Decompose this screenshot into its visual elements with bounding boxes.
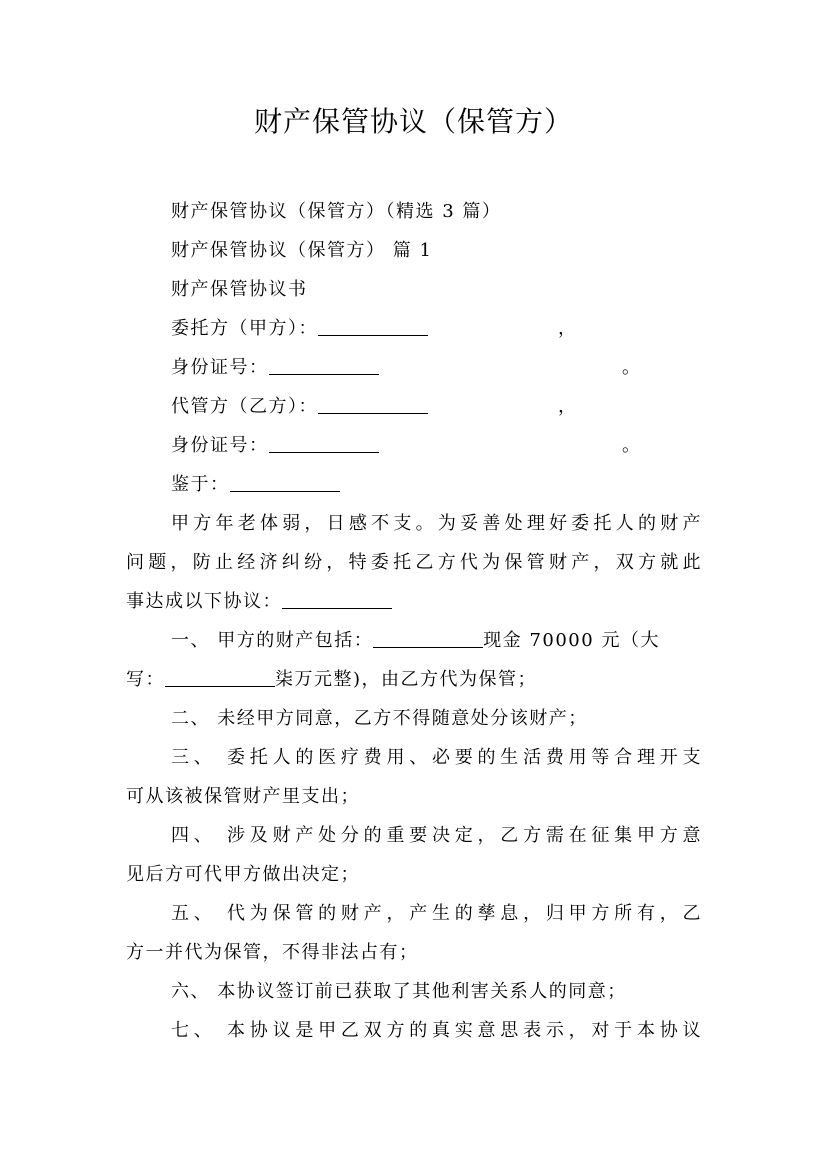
paragraph-1-line-2: 问题，防止经济纠纷，特委托乙方代为保管财产，双方就此 — [126, 552, 702, 573]
clause-1-tail: 柒万元整)，由乙方代为保管； — [275, 669, 538, 690]
clause-4-line-2: 见后方可代甲方做出决定； — [126, 864, 360, 885]
clause-1-line-1 — [126, 621, 702, 660]
paragraph-1-line-3-text: 事达成以下协议： — [126, 591, 282, 612]
id-a-blank — [269, 352, 379, 375]
property-blank — [373, 625, 483, 648]
clause-1-line-2 — [126, 660, 702, 699]
clause-4-line-1: 四、 涉及财产处分的重要决定，乙方需在征集甲方意 — [171, 825, 702, 846]
intro-line-1: 财产保管协议（保管方）（精选 3 篇） — [171, 201, 502, 222]
whereas-blank — [230, 469, 340, 492]
clause-6: 六、 本协议签订前已获取了其他利害关系人的同意； — [171, 981, 627, 1002]
intro-line-2: 财产保管协议（保管方） 篇 1 — [171, 240, 433, 261]
id-a-mark: 。 — [622, 357, 642, 378]
id-a-label: 身份证号： — [171, 357, 269, 378]
id-b-mark: 。 — [622, 435, 642, 456]
party-a-line — [126, 309, 702, 348]
clause-1-uppercase-label: 写： — [126, 669, 165, 690]
clause-3-line-2: 可从该被保管财产里支出； — [126, 786, 360, 807]
clause-5-line-1: 五、 代为保管的财产，产生的孳息，归甲方所有，乙 — [171, 903, 702, 924]
clause-3-line-1: 三、 委托人的医疗费用、必要的生活费用等合理开支 — [171, 747, 702, 768]
paragraph-1-line-3 — [126, 582, 702, 621]
id-b-line — [126, 426, 702, 465]
clause-7-line-1: 七、 本协议是甲乙双方的真实意思表示，对于本协议 — [171, 1020, 702, 1041]
clause-5-line-2: 方一并代为保管，不得非法占有； — [126, 942, 419, 963]
party-a-label: 委托方（甲方）： — [171, 318, 318, 339]
document-body — [126, 192, 702, 1050]
id-b-blank — [269, 430, 379, 453]
document-title: 财产保管协议（保管方） — [253, 105, 573, 138]
agreement-blank — [282, 586, 392, 609]
party-a-mark: ， — [558, 318, 578, 339]
uppercase-amount-blank — [165, 664, 275, 687]
party-b-blank — [318, 391, 428, 414]
clause-2: 二、 未经甲方同意，乙方不得随意处分该财产； — [171, 708, 588, 729]
paragraph-1-line-1: 甲方年老体弱，日感不支。为妥善处理好委托人的财产 — [171, 513, 702, 534]
party-a-blank — [318, 313, 428, 336]
clause-1-cash: 现金 70000 元（大 — [483, 630, 660, 651]
whereas-line — [126, 465, 702, 504]
clause-1-label: 一、 甲方的财产包括： — [171, 630, 374, 651]
party-b-label: 代管方（乙方）： — [171, 396, 318, 417]
whereas-label: 鉴于： — [171, 474, 230, 495]
intro-line-3: 财产保管协议书 — [171, 279, 308, 300]
party-b-mark: ， — [558, 396, 578, 417]
id-b-label: 身份证号： — [171, 435, 269, 456]
id-a-line — [126, 348, 702, 387]
party-b-line — [126, 387, 702, 426]
